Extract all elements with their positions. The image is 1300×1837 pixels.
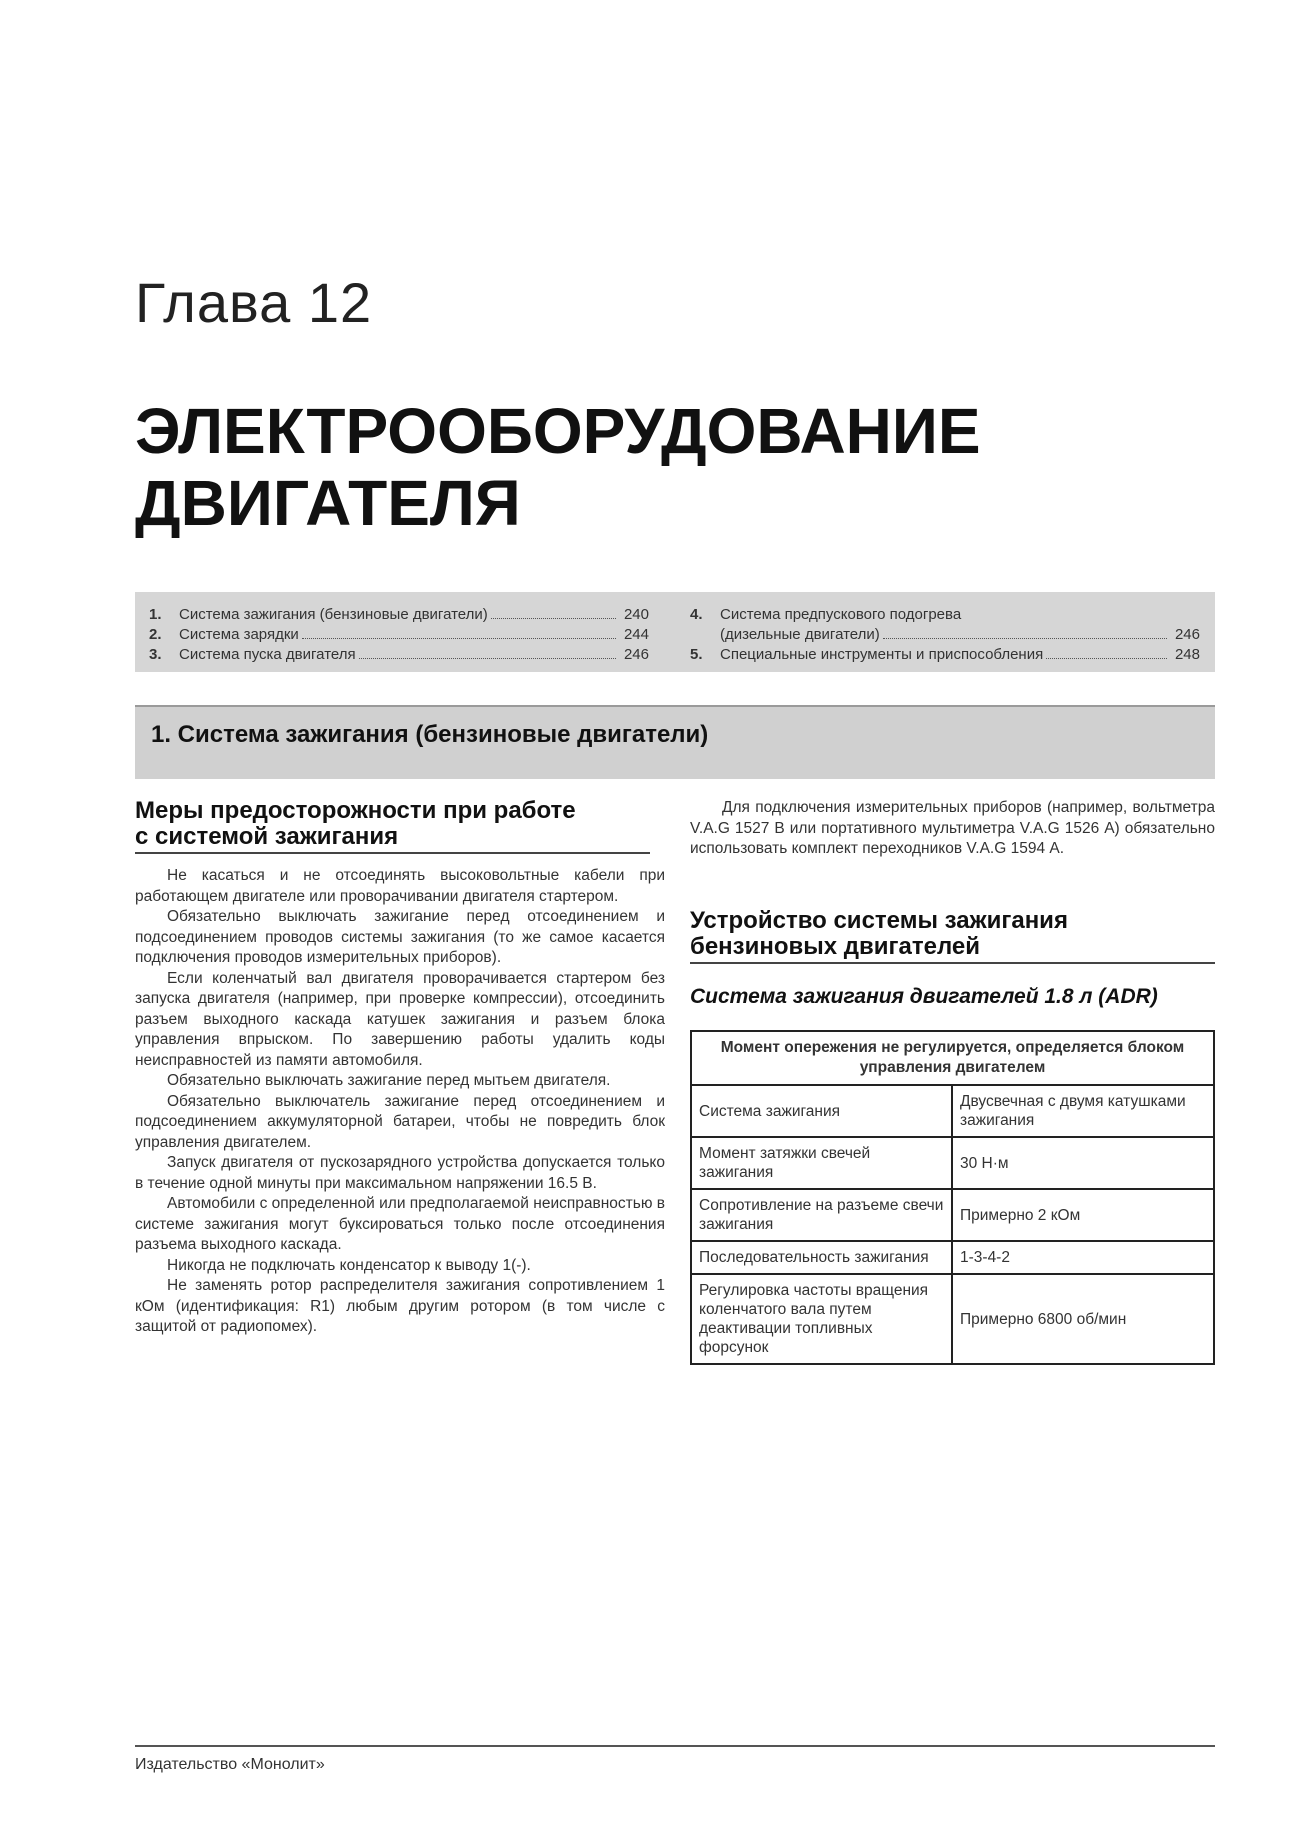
- device-heading-line1: Устройство системы зажигания: [690, 907, 1068, 934]
- device-heading-line2: бензиновых двигателей: [690, 933, 980, 960]
- paragraph: Автомобили с определенной или предполагаемой неисправностью в системе зажигания могут буксироваться только после отсоединения разъема выходного каскада.: [135, 1195, 665, 1253]
- contents-item-page: 240: [623, 606, 649, 623]
- table-row: [691, 1189, 1214, 1241]
- table-header: Момент опережения не регулируется, определяется блоком управления двигателем: [691, 1031, 1214, 1085]
- table-cell-value: Примерно 2 кОм: [952, 1189, 1214, 1241]
- contents-item-title-continued: (дизельные двигатели): [720, 626, 880, 643]
- chapter-title-line1: ЭЛЕКТРООБОРУДОВАНИЕ: [135, 395, 981, 467]
- publisher-footer: Издательство «Монолит»: [135, 1756, 325, 1773]
- paragraph: Не касаться и не отсоединять высоковольтные кабели при работающем двигателе или проворачивании двигателя стартером.: [135, 867, 665, 905]
- contents-leader: [491, 618, 616, 619]
- precautions-heading-line1: Меры предосторожности при работе: [135, 797, 576, 824]
- table-cell-param: Момент затяжки свечей зажигания: [691, 1137, 952, 1189]
- contents-item[interactable]: [149, 626, 649, 646]
- table-cell-param: Сопротивление на разъеме свечи зажигания: [691, 1189, 952, 1241]
- ignition-spec-table: [690, 1030, 1215, 1365]
- paragraph: Не заменять ротор распределителя зажигания сопротивлением 1 кОм (идентификация: R1) любым другим ротором (в том числе с защитой от радиопомех).: [135, 1277, 665, 1335]
- contents-item-title: Специальные инструменты и приспособления: [720, 646, 1044, 663]
- contents-item-title: Система зажигания (бензиновые двигатели): [179, 606, 488, 623]
- paragraph: Обязательно выключать зажигание перед мытьем двигателя.: [167, 1072, 611, 1089]
- chapter-title: [135, 395, 1135, 539]
- chapter-title-line2: ДВИГАТЕЛЯ: [135, 467, 521, 539]
- contents-leader: [883, 638, 1167, 639]
- section-header: [135, 705, 1215, 779]
- paragraph: Обязательно выключатель зажигание перед отсоединением и подсоединением аккумуляторной батареи, чтобы не повредить блок управления двигателем.: [135, 1092, 665, 1151]
- engine-subheading: Система зажигания двигателей 1.8 л (ADR): [690, 985, 1158, 1008]
- table-cell-param: Система зажигания: [691, 1085, 952, 1137]
- contents-item[interactable]: [690, 646, 1200, 666]
- contents-item-number: 4.: [690, 606, 703, 623]
- precautions-heading: [135, 798, 650, 854]
- contents-item[interactable]: [149, 606, 649, 626]
- contents-leader: [359, 658, 616, 659]
- table-row: [691, 1137, 1214, 1189]
- contents-column-right: [690, 606, 1200, 666]
- contents-item-continuation[interactable]: [690, 626, 1200, 646]
- contents-item-title: Система предпускового подогрева: [720, 606, 962, 623]
- paragraph: Для подключения измерительных приборов (например, вольтметра V.A.G 1527 В или портативного мультиметра V.A.G 1526 А) обязательно использовать комплект переходников V.A.G 1594 А.: [690, 799, 1215, 857]
- table-cell-value: 1-3-4-2: [952, 1241, 1214, 1274]
- table-cell-param: Последовательность зажигания: [691, 1241, 952, 1274]
- table-header-row: [691, 1031, 1214, 1085]
- table-row: [691, 1085, 1214, 1137]
- contents-item-number: 5.: [690, 646, 703, 663]
- precautions-text: [135, 866, 665, 1338]
- contents-item-page: 246: [623, 646, 649, 663]
- section-title: 1. Система зажигания (бензиновые двигатели): [151, 721, 709, 748]
- paragraph: Никогда не подключать конденсатор к выводу 1(-).: [167, 1256, 531, 1274]
- contents-column-left: [149, 606, 649, 666]
- contents-leader: [302, 638, 616, 639]
- paragraph: Если коленчатый вал двигателя проворачивается стартером без запуска двигателя (например, при проверке компрессии), отсоединить разъем выходного каскада катушек зажигания и разъем блока управления впрыском. По завершению работы удалить коды неисправностей из памяти автомобиля.: [135, 969, 665, 1069]
- table-cell-param: Регулировка частоты вращения коленчатого вала путем деактивации топливных форсунок: [691, 1274, 952, 1364]
- device-heading: [690, 908, 1215, 964]
- contents-item-title: Система пуска двигателя: [179, 646, 356, 663]
- chapter-contents: [135, 592, 1215, 672]
- contents-item-page: 248: [1174, 646, 1200, 663]
- contents-item-title: Система зарядки: [179, 626, 299, 643]
- contents-leader: [1046, 658, 1167, 659]
- table-cell-value: Двусвечная с двумя катушками зажигания: [952, 1085, 1214, 1137]
- contents-item[interactable]: [149, 646, 649, 666]
- footer-divider: [135, 1745, 1215, 1747]
- chapter-label: Глава 12: [135, 271, 373, 334]
- contents-item-page: 244: [623, 626, 649, 643]
- precautions-heading-line2: с системой зажигания: [135, 823, 399, 850]
- table-row: [691, 1241, 1214, 1274]
- contents-item-number: 3.: [149, 646, 162, 663]
- contents-item-page: 246: [1174, 626, 1200, 643]
- instruments-note: [690, 798, 1215, 860]
- contents-item-number: 2.: [149, 626, 162, 643]
- contents-item-number: 1.: [149, 606, 162, 623]
- contents-item[interactable]: [690, 606, 1200, 626]
- paragraph: Запуск двигателя от пускозарядного устройства допускается только в течение одной минуты при максимальном напряжении 16.5 В.: [135, 1154, 665, 1192]
- table-cell-value: Примерно 6800 об/мин: [952, 1274, 1214, 1364]
- table-cell-value: 30 Н·м: [952, 1137, 1214, 1189]
- paragraph: Обязательно выключать зажигание перед отсоединением и подсоединением проводов системы зажигания (то же самое касается подключения проводов измерительных приборов).: [135, 908, 665, 966]
- table-row: [691, 1274, 1214, 1364]
